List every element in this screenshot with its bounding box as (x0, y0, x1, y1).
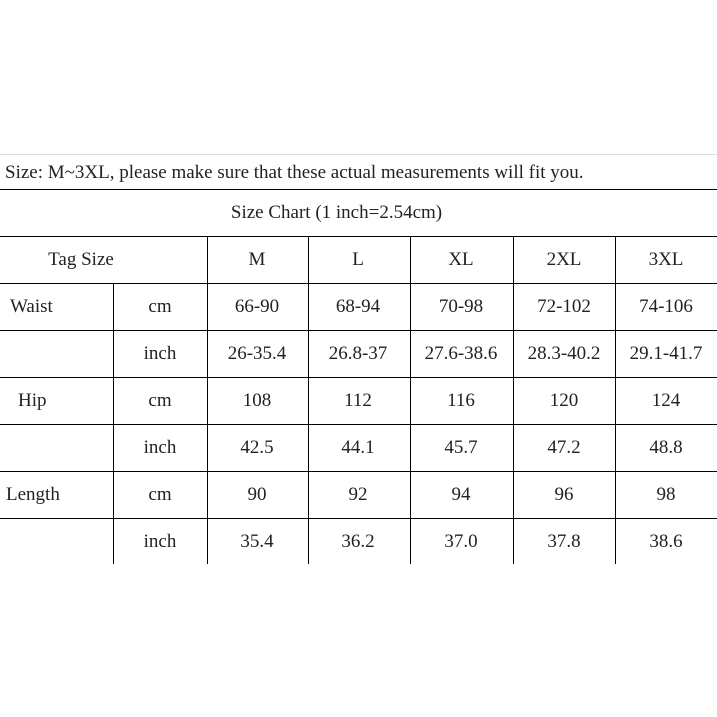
measurement-value: 26.8-37 (328, 342, 388, 364)
unit-label: cm (148, 295, 172, 317)
measurement-value: 47.2 (547, 436, 581, 458)
measurement-value: 116 (447, 389, 475, 411)
size-header: 3XL (648, 248, 684, 270)
table-row-rule (0, 283, 717, 284)
size-header: XL (448, 248, 474, 270)
measurement-value: 36.2 (341, 530, 375, 552)
size-header: 2XL (546, 248, 582, 270)
size-header: M (248, 248, 266, 270)
unit-label: inch (143, 530, 177, 552)
table-row-rule (0, 424, 717, 425)
size-chart-title: Size Chart (1 inch=2.54cm) (230, 202, 443, 223)
measurement-value: 44.1 (341, 436, 375, 458)
measurement-value: 96 (554, 483, 574, 505)
measurement-value: 29.1-41.7 (629, 342, 703, 364)
measurement-label: Length (6, 483, 60, 505)
measurement-value: 70-98 (438, 295, 484, 317)
measurement-value: 38.6 (649, 530, 683, 552)
measurement-value: 68-94 (335, 295, 381, 317)
measurement-label: Hip (18, 389, 47, 411)
measurement-value: 98 (656, 483, 676, 505)
measurement-value: 108 (242, 389, 272, 411)
measurement-value: 90 (247, 483, 267, 505)
table-row-rule (0, 330, 717, 331)
measurement-value: 112 (344, 389, 372, 411)
table-row-rule (0, 518, 717, 519)
measurement-value: 42.5 (240, 436, 274, 458)
measurement-value: 26-35.4 (227, 342, 287, 364)
unit-label: cm (148, 389, 172, 411)
measurement-value: 66-90 (234, 295, 280, 317)
table-column-rule (113, 283, 114, 564)
size-note: Size: M~3XL, please make sure that these actual measurements will fit you. (5, 162, 584, 183)
measurement-value: 45.7 (444, 436, 478, 458)
measurement-value: 37.0 (444, 530, 478, 552)
measurement-value: 27.6-38.6 (424, 342, 498, 364)
measurement-value: 120 (549, 389, 579, 411)
measurement-value: 124 (651, 389, 681, 411)
measurement-value: 94 (451, 483, 471, 505)
measurement-value: 28.3-40.2 (527, 342, 601, 364)
measurement-value: 35.4 (240, 530, 274, 552)
measurement-value: 92 (348, 483, 368, 505)
tag-size-header: Tag Size (48, 248, 114, 270)
table-row-rule (0, 236, 717, 237)
table-row-rule (0, 471, 717, 472)
measurement-value: 74-106 (639, 295, 693, 317)
table-row-rule (0, 377, 717, 378)
unit-label: cm (148, 483, 172, 505)
unit-label: inch (143, 436, 177, 458)
size-header: L (352, 248, 364, 270)
measurement-value: 72-102 (537, 295, 591, 317)
note-divider (0, 189, 717, 190)
measurement-value: 48.8 (649, 436, 683, 458)
top-divider (0, 154, 717, 155)
measurement-label: Waist (10, 295, 53, 317)
unit-label: inch (143, 342, 177, 364)
measurement-value: 37.8 (547, 530, 581, 552)
